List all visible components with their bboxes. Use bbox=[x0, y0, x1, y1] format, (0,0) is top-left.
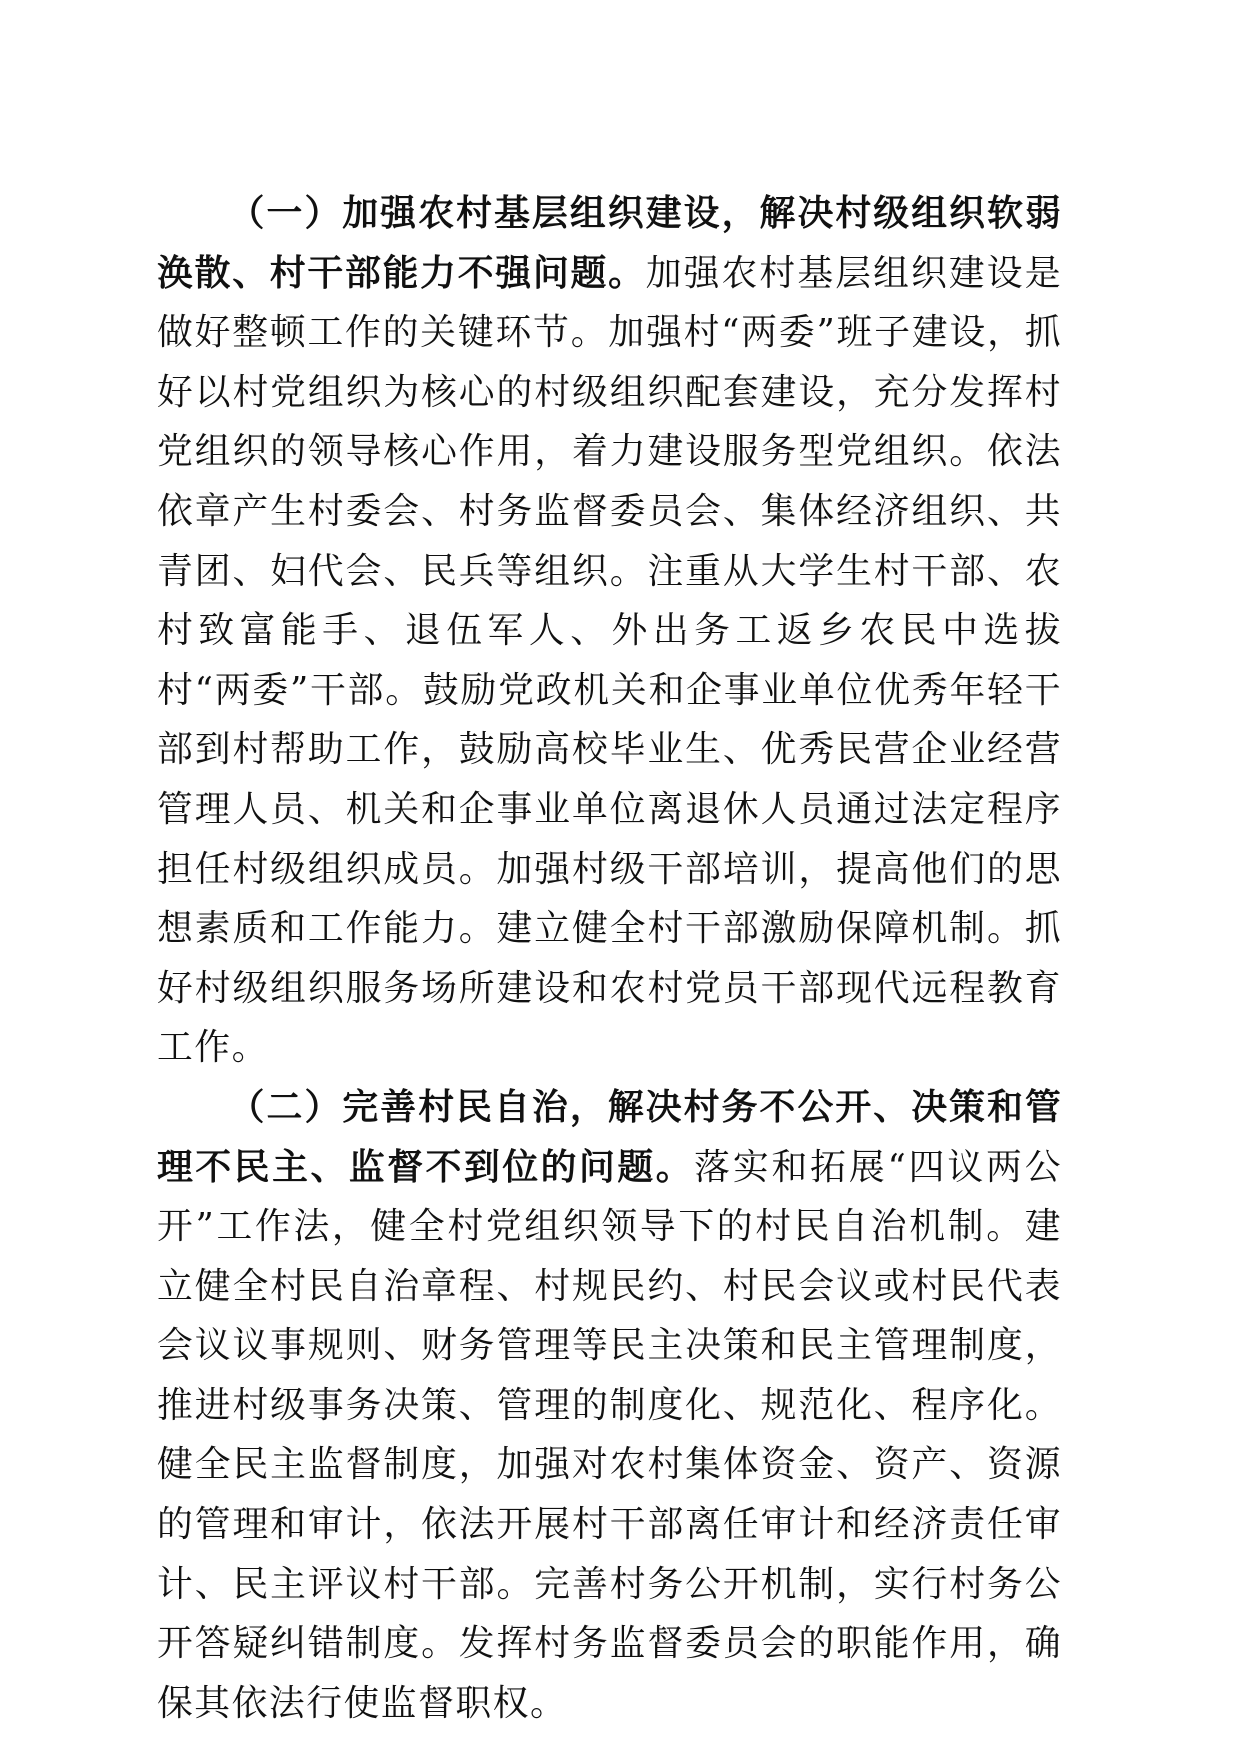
section-2-paragraph bbox=[157, 1078, 1062, 1734]
section-2-heading: （二）完善村民自治，解决村务不公开、决策和管理不民主、监督不到位的问题。 bbox=[157, 1086, 1062, 1188]
section-1-body: 加强农村基层组织建设是做好整顿工作的关键环节。加强村“两委”班子建设，抓好以村党组织为核心的村级组织配套建设，充分发挥村党组织的领导核心作用，着力建设服务型党组织。依法依章产生村委会、村务监督委员会、集体经济组织、共青团、妇代会、民兵等组织。注重从大学生村干部、农村致富能手、退伍军人、外出务工返乡农民中选拔村“两委”干部。鼓励党政机关和企事业单位优秀年轻干部到村帮助工作，鼓励高校毕业生、优秀民营企业经营管理人员、机关和企事业单位离退休人员通过法定程序担任村级组织成员。加强村级干部培训，提高他们的思想素质和工作能力。建立健全村干部激励保障机制。抓好村级组织服务场所建设和农村党员干部现代远程教育工作。 bbox=[157, 252, 1063, 1069]
section-2-body: 落实和拓展“四议两公开”工作法，健全村党组织领导下的村民自治机制。建立健全村民自治章程、村规民约、村民会议或村民代表会议议事规则、财务管理等民主决策和民主管理制度，推进村级事务决策、管理的制度化、规范化、程序化。健全民主监督制度，加强对农村集体资金、资产、资源的管理和审计，依法开展村干部离任审计和经济责任审计、民主评议村干部。完善村务公开机制，实行村务公开答疑纠错制度。发挥村务监督委员会的职能作用，确保其依法行使监督职权。 bbox=[157, 1146, 1062, 1724]
section-1-paragraph bbox=[157, 184, 1062, 1078]
document-body bbox=[157, 184, 1062, 1733]
section-1-heading: （一）加强农村基层组织建设，解决村级组织软弱涣散、村干部能力不强问题。 bbox=[157, 193, 1062, 294]
